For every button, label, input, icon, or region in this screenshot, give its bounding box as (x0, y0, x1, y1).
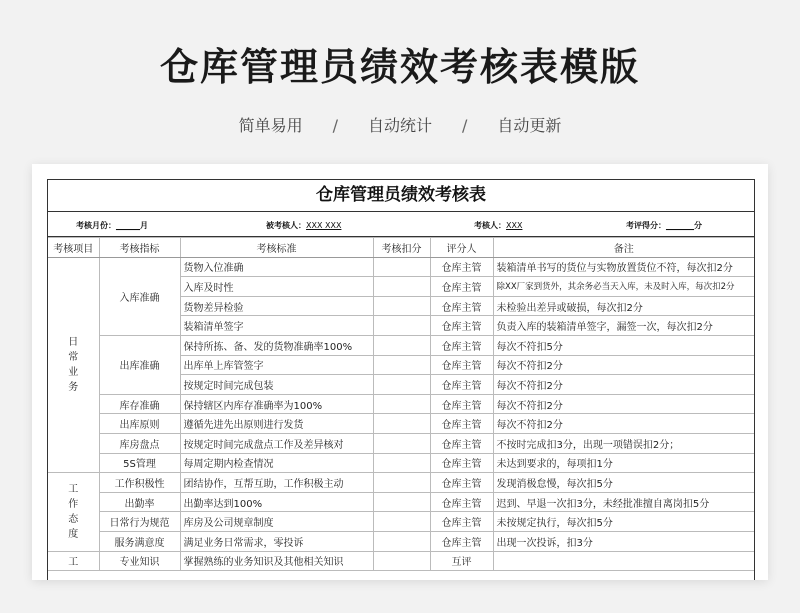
rater-cell[interactable]: 仓库主管 (430, 316, 493, 336)
category-char: 日 (68, 336, 79, 348)
note-cell[interactable]: 发现消极怠慢，每次扣5分 (493, 473, 754, 493)
table-row (48, 473, 754, 493)
note-cell[interactable]: 未达到要求的，每项扣1分 (493, 453, 754, 473)
standard-cell[interactable]: 保持辖区内库存准确率为100% (180, 394, 373, 414)
indicator-cell[interactable]: 出库原则 (99, 414, 180, 434)
note-cell[interactable]: 每次不符扣2分 (493, 394, 754, 414)
examiner-label: 考核人： (474, 221, 506, 230)
rater-cell[interactable]: 仓库主管 (430, 394, 493, 414)
spreadsheet (47, 179, 755, 580)
rater-cell[interactable]: 仓库主管 (430, 355, 493, 375)
indicator-cell[interactable]: 库存准确 (99, 394, 180, 414)
note-cell[interactable]: 负责入库的装箱清单签字，漏签一次，每次扣2分 (493, 316, 754, 336)
deduct-cell[interactable] (373, 512, 430, 532)
column-header: 考核扣分 (373, 238, 430, 258)
examinee-value: XXX XXX (306, 221, 342, 230)
deduct-cell[interactable] (373, 394, 430, 414)
rater-cell[interactable]: 仓库主管 (430, 512, 493, 532)
table-row (48, 414, 754, 434)
separator: / (332, 116, 338, 135)
category-char: 工 (68, 557, 79, 569)
month-label: 考核月份： (76, 221, 116, 230)
column-header: 考核项目 (48, 238, 99, 258)
separator: / (462, 116, 468, 135)
rater-cell[interactable]: 仓库主管 (430, 375, 493, 395)
deduct-cell[interactable] (373, 414, 430, 434)
category-cell[interactable] (48, 257, 99, 473)
rater-cell[interactable]: 仓库主管 (430, 277, 493, 297)
rater-cell[interactable]: 仓库主管 (430, 433, 493, 453)
category-char: 工 (68, 483, 79, 495)
category-char: 态 (68, 513, 79, 525)
standard-cell[interactable]: 保持所拣、备、发的货物准确率100% (180, 335, 373, 355)
note-cell[interactable]: 未检验出差异或破损，每次扣2分 (493, 296, 754, 316)
note-cell[interactable]: 每次不符扣2分 (493, 355, 754, 375)
page-title: 仓库管理员绩效考核表模版 (159, 45, 640, 89)
score-unit: 分 (694, 221, 702, 230)
standard-cell[interactable]: 库房及公司规章制度 (180, 512, 373, 532)
examiner-field[interactable] (474, 220, 522, 231)
column-header: 考核指标 (99, 238, 180, 258)
examiner-value: XXX (506, 221, 523, 230)
deduct-cell[interactable] (373, 335, 430, 355)
table-row (48, 335, 754, 355)
category-char: 常 (68, 351, 79, 363)
note-cell[interactable]: 不按时完成扣3分，出现一项错误扣2分； (493, 433, 754, 453)
note-cell[interactable]: 每次不符扣2分 (493, 375, 754, 395)
rater-cell[interactable]: 仓库主管 (430, 414, 493, 434)
standard-cell[interactable]: 团结协作，互帮互助，工作积极主动 (180, 473, 373, 493)
rater-cell[interactable]: 仓库主管 (430, 492, 493, 512)
indicator-cell[interactable]: 出勤率 (99, 492, 180, 512)
note-cell[interactable]: 除XX厂家到货外，其余务必当天入库，未及时入库，每次扣2分 (493, 277, 754, 297)
note-cell[interactable] (493, 551, 754, 571)
indicator-cell[interactable]: 入库准确 (99, 257, 180, 335)
deduct-cell[interactable] (373, 296, 430, 316)
standard-cell[interactable]: 遵循先进先出原则进行发货 (180, 414, 373, 434)
standard-cell[interactable]: 货物差异检验 (180, 296, 373, 316)
rater-cell[interactable]: 仓库主管 (430, 335, 493, 355)
table-row (48, 394, 754, 414)
rater-cell[interactable]: 仓库主管 (430, 257, 493, 277)
table-row (48, 433, 754, 453)
table-row (48, 551, 754, 571)
standard-cell[interactable]: 按规定时间完成包装 (180, 375, 373, 395)
standard-cell[interactable]: 按规定时间完成盘点工作及差异核对 (180, 433, 373, 453)
category-char: 务 (68, 381, 79, 393)
column-header: 考核标准 (180, 238, 373, 258)
month-field[interactable] (76, 220, 148, 231)
deduct-cell[interactable] (373, 531, 430, 551)
standard-cell[interactable]: 入库及时性 (180, 277, 373, 297)
note-cell[interactable]: 迟到、早退一次扣3分，未经批准擅自离岗扣5分 (493, 492, 754, 512)
table-row (48, 512, 754, 532)
indicator-cell[interactable]: 出库准确 (99, 335, 180, 394)
note-cell[interactable]: 装箱清单书写的货位与实物放置货位不符，每次扣2分 (493, 257, 754, 277)
table-row (48, 531, 754, 551)
assessment-table (48, 237, 754, 571)
standard-cell[interactable]: 出库单上库管签字 (180, 355, 373, 375)
deduct-cell[interactable] (373, 257, 430, 277)
note-cell[interactable]: 未按规定执行，每次扣5分 (493, 512, 754, 532)
tag-auto-stats: 自动统计 (367, 116, 432, 135)
score-field[interactable] (626, 220, 702, 231)
category-cell[interactable] (48, 551, 99, 571)
deduct-cell[interactable] (373, 277, 430, 297)
rater-cell[interactable]: 互评 (430, 551, 493, 571)
info-row (48, 212, 754, 237)
deduct-cell[interactable] (373, 473, 430, 493)
table-row (48, 492, 754, 512)
deduct-cell[interactable] (373, 551, 430, 571)
note-cell[interactable]: 每次不符扣5分 (493, 335, 754, 355)
deduct-cell[interactable] (373, 492, 430, 512)
deduct-cell[interactable] (373, 433, 430, 453)
indicator-cell[interactable]: 服务满意度 (99, 531, 180, 551)
deduct-cell[interactable] (373, 375, 430, 395)
deduct-cell[interactable] (373, 453, 430, 473)
indicator-cell[interactable]: 库房盘点 (99, 433, 180, 453)
indicator-cell[interactable]: 5S管理 (99, 453, 180, 473)
table-row (48, 453, 754, 473)
indicator-cell[interactable]: 专业知识 (99, 551, 180, 571)
standard-cell[interactable]: 每周定期内检查情况 (180, 453, 373, 473)
category-char: 作 (68, 498, 79, 510)
category-char: 业 (68, 366, 79, 378)
column-header: 备注 (493, 238, 754, 258)
category-cell[interactable] (48, 473, 99, 551)
column-header: 评分人 (430, 238, 493, 258)
note-cell[interactable]: 出现一次投诉，扣3分 (493, 531, 754, 551)
examinee-field[interactable] (266, 220, 341, 231)
month-unit: 月 (140, 221, 148, 230)
rater-cell[interactable]: 仓库主管 (430, 296, 493, 316)
standard-cell[interactable]: 满足业务日常需求，零投诉 (180, 531, 373, 551)
table-header (48, 238, 754, 258)
spreadsheet-preview-card (32, 164, 768, 580)
table-row (48, 257, 754, 277)
standard-cell[interactable]: 装箱清单签字 (180, 316, 373, 336)
score-label: 考评得分： (626, 221, 666, 230)
standard-cell[interactable]: 货物入位准确 (180, 257, 373, 277)
month-blank: ______ (116, 221, 140, 230)
category-char: 度 (68, 528, 79, 540)
indicator-cell[interactable]: 日常行为规范 (99, 512, 180, 532)
feature-tags (0, 113, 800, 136)
standard-cell[interactable]: 出勤率达到100% (180, 492, 373, 512)
standard-cell[interactable]: 掌握熟练的业务知识及其他相关知识 (180, 551, 373, 571)
rater-cell[interactable]: 仓库主管 (430, 453, 493, 473)
note-cell[interactable]: 每次不符扣2分 (493, 414, 754, 434)
examinee-label: 被考核人： (266, 221, 306, 230)
sheet-title: 仓库管理员绩效考核表 (48, 180, 754, 212)
tag-easy: 简单易用 (238, 116, 303, 135)
deduct-cell[interactable] (373, 355, 430, 375)
deduct-cell[interactable] (373, 316, 430, 336)
tag-auto-update: 自动更新 (497, 116, 562, 135)
rater-cell[interactable]: 仓库主管 (430, 473, 493, 493)
rater-cell[interactable]: 仓库主管 (430, 531, 493, 551)
score-blank: _______ (666, 221, 694, 230)
indicator-cell[interactable]: 工作积极性 (99, 473, 180, 493)
